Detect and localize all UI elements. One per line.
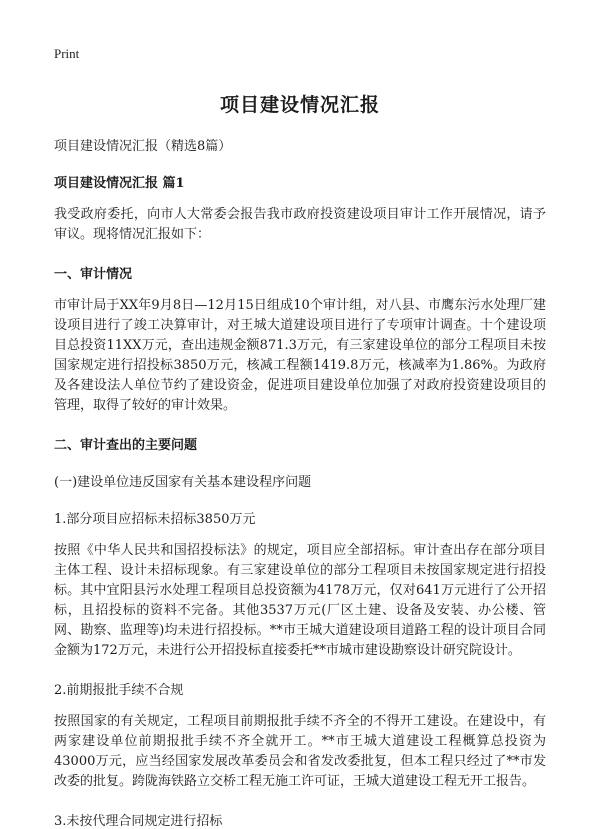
section-heading-problems: 二、审计查出的主要问题 xyxy=(54,438,198,453)
document-subtitle: 项目建设情况汇报（精选8篇） xyxy=(54,139,232,154)
section-heading-audit: 一、审计情况 xyxy=(54,267,133,282)
approval-paragraph: 按照国家的有关规定，工程项目前期报批手续不齐全的不得开工建设。在建设中，有两家建设单位前期报批手续不齐全就开工。**市王城大道建设工程概算总投资为43000万元，应当经国家发展改革委员会和省发改委批复，但本工程只经过了**市发改委的批复。跨陇海铁路立交桥工程无施工许可证，王城大道建设工程无开工报告。 xyxy=(54,714,546,789)
audit-paragraph: 市审计局于XX年9月8日—12月15日组成10个审计组，对八县、市鹰东污水处理厂建设项目进行了竣工决算审计，对王城大道建设项目进行了专项审计调查。十个建设项目总投资11XX万元，查出违规金额871.3万元，有三家建设单位的部分工程项目未按国家规定进行招投标3850万元，核减工程额1419.8万元，核减率为1.86%。为政府及各建设法人单位节约了建设资金，促进项目建设单位加强了对政府投资建设项目的管理，取得了较好的审计效果。 xyxy=(54,298,546,413)
article-heading: 项目建设情况汇报 篇1 xyxy=(54,176,185,191)
subsection-heading-procedure: (一)建设单位违反国家有关基本建设程序问题 xyxy=(54,475,312,490)
item-heading-agency: 3.未按代理合同规定进行招标 xyxy=(54,814,223,829)
item-heading-approval: 2.前期报批手续不合规 xyxy=(54,683,184,698)
intro-paragraph: 我受政府委托，向市人大常委会报告我市政府投资建设项目审计工作开展情况，请予审议。现将情况汇报如下： xyxy=(54,207,546,242)
item-heading-tender: 1.部分项目应招标未招标3850万元 xyxy=(54,512,256,527)
document-title: 项目建设情况汇报 xyxy=(219,94,380,116)
print-label[interactable]: Print xyxy=(54,46,80,61)
tender-paragraph: 按照《中华人民共和国招投标法》的规定，项目应全部招标。审计查出存在部分项目主体工程、设计未招标现象。有三家建设单位的部分工程项目未按国家规定进行招投标。其中宜阳县污水处理工程项目总投资额为4178万元，仅对641万元进行了公开招标，且招投标的资料不完备。其他3537万元(厂区土建、设备及安装、办公楼、管网、勘察、监理等)均未进行招投标。**市王城大道建设项目道路工程的设计项目合同金额为172万元，未进行公开招投标直接委托**市城市建设勘察设计研究院设计。 xyxy=(54,543,547,658)
